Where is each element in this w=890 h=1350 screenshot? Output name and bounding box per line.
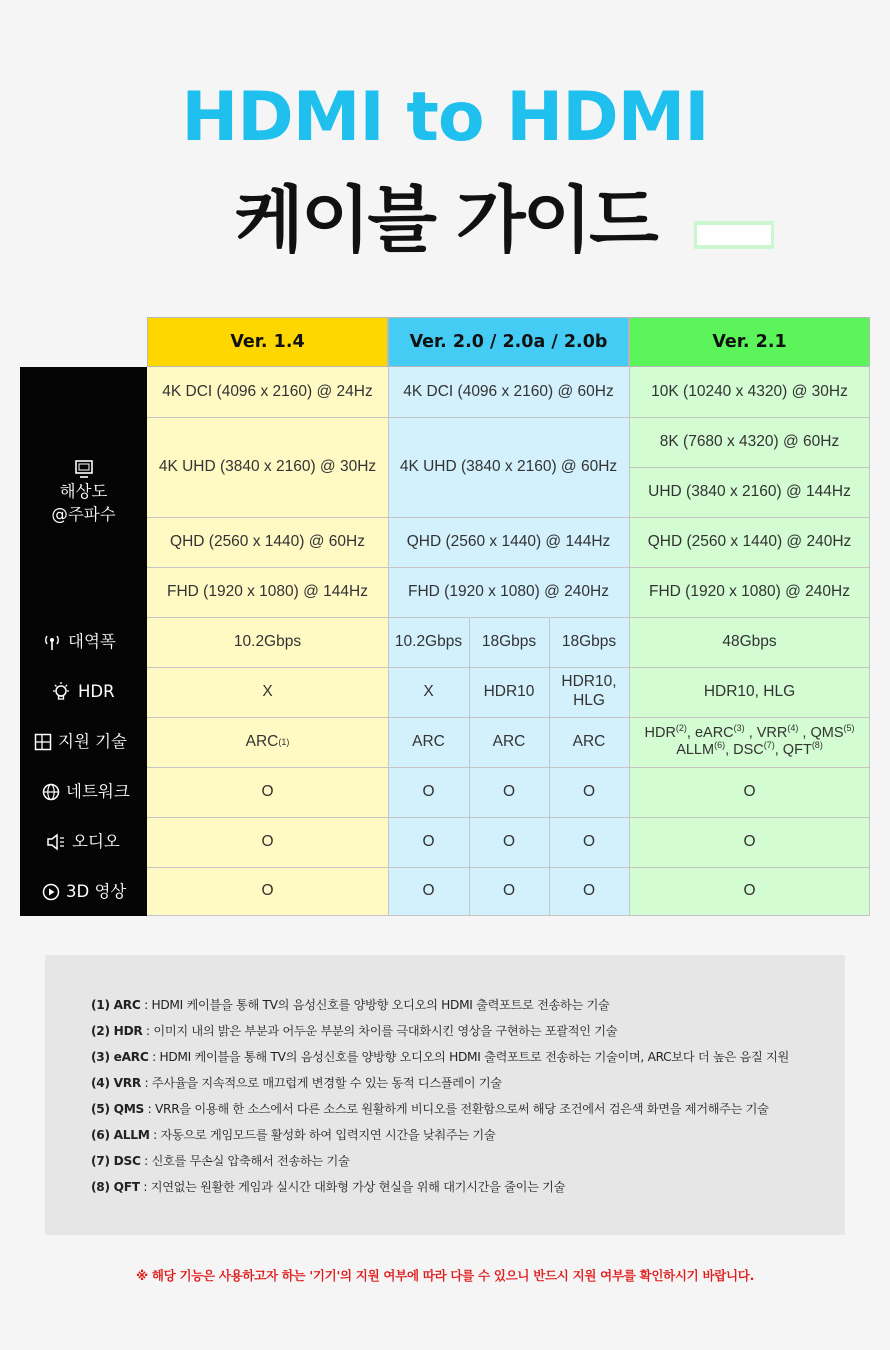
tech-v20b: ARC [572,732,606,750]
row-label-tech-text: 지원 기술 [58,732,128,752]
res-v20-r3: QHD (2560 x 1440) @ 144Hz [406,532,611,550]
res-v21-r4: FHD (1920 x 1080) @ 240Hz [649,582,850,600]
footnote-allm [91,1122,845,1148]
footnote-term: (8) QFT [91,1180,140,1194]
hdr-v20b-line1: HDR10, [561,673,617,691]
header-v14: Ver. 1.4 [147,317,388,367]
net-v20a: O [502,782,516,800]
3d-v20b: O [582,882,596,900]
3d-v20a: O [502,882,516,900]
res-v21-r2b: UHD (3840 x 2160) @ 144Hz [648,482,851,500]
footnote-hdr [91,1018,845,1044]
tech-v21-allm: ALLM [676,742,715,758]
res-v21-r1: 10K (10240 x 4320) @ 30Hz [651,382,848,400]
res-v20-r2: 4K UHD (3840 x 2160) @ 60Hz [399,457,618,475]
row-label-network [20,767,147,817]
hdr-v20b [549,667,629,717]
warning-text: ※ 해당 기능은 사용하고자 하는 '기기'의 지원 여부에 따라 다를 수 있으니 반드시 지원 여부를 확인하시기 바랍니다. [135,1268,755,1283]
layout-icon [34,733,52,751]
res-v20-r1: 4K DCI (4096 x 2160) @ 60Hz [403,382,614,400]
net-v20b: O [582,782,596,800]
audio-v20: O [422,832,435,850]
lightbulb-icon [50,681,72,703]
row-label-audio [20,817,147,867]
footnote-text: : 이미지 내의 밝은 부분과 어두운 부분의 차이를 극대화시킨 영상을 구현하는 포괄적인 기술 [142,1024,618,1038]
tech-v21-hdr: HDR [644,724,676,741]
footnote-text: : 주사율을 지속적으로 매끄럽게 변경할 수 있는 동적 디스플레이 기술 [140,1076,502,1090]
row-label-audio-text: 오디오 [72,832,120,852]
tech-v21-vrr-footnote: (4) [787,722,799,733]
speaker-icon [46,833,66,851]
footnote-text: : HDMI 케이블을 통해 TV의 음성신호를 양방향 오디오의 HDMI 출력포트로 전송하는 기술 [140,998,610,1012]
tech-v14: ARC (1) [245,732,290,750]
footnote-qms [91,1096,845,1122]
bw-v20a: 18Gbps [481,632,537,650]
row-label-network-text: 네트워크 [66,782,130,802]
res-v14-r1: 4K DCI (4096 x 2160) @ 24Hz [162,382,373,400]
footnote-qft [91,1174,845,1200]
signal-tower-icon [42,632,62,652]
footnote-term: (2) HDR [91,1024,143,1038]
tech-v21-earc-footnote: (3) [733,722,745,733]
footnote-term: (1) ARC [91,998,141,1012]
spec-table [20,317,870,916]
3d-v20: O [422,882,435,900]
header-v21: Ver. 2.1 [629,317,870,367]
tech-v20: ARC [412,732,445,750]
bw-v21: 48Gbps [722,632,777,650]
footnote-term: (5) QMS [91,1102,145,1116]
tech-v21-qms: , QMS [798,724,844,741]
res-v21-r2a: 8K (7680 x 4320) @ 60Hz [659,432,840,450]
net-v14: O [261,782,274,800]
bw-v14: 10.2Gbps [233,632,302,650]
row-label-hdr [20,667,147,717]
footnote-term: (3) eARC [91,1050,149,1064]
row-label-hdr-text: HDR [78,682,115,702]
res-v14-r3: QHD (2560 x 1440) @ 60Hz [170,532,365,550]
footnote-text: : 지연없는 원활한 게임과 실시간 대화형 가상 현실을 위해 대기시간을 줄이는 기술 [139,1180,566,1194]
row-label-bandwidth [20,617,147,667]
play-icon [42,883,60,901]
footnote-term: (4) VRR [91,1076,141,1090]
res-v21-r3: QHD (2560 x 1440) @ 240Hz [647,532,852,550]
title-decoration [694,221,774,249]
footnote-text: : 자동으로 게임모드를 활성화 하여 입력지연 시간을 낮춰주는 기술 [149,1128,496,1142]
net-v21: O [743,782,756,800]
tech-v21-line1 [644,722,855,742]
footnote-term: (7) DSC [91,1154,141,1168]
3d-v14: O [261,882,274,900]
monitor-icon [74,459,94,479]
title-hdmi: HDMI to HDMI [181,78,709,157]
row-label-3d-text: 3D 영상 [66,881,127,901]
bw-v20b: 18Gbps [561,632,617,650]
tech-v21-hdr-footnote: (2) [675,722,687,733]
hdr-v20: X [423,682,434,700]
title-cable-guide: 케이블 가이드 [234,178,656,262]
footnote-vrr [91,1070,845,1096]
tech-v21-qms-footnote: (5) [843,722,855,733]
row-label-resolution-line2: @주파수 [51,505,116,524]
audio-v21: O [743,832,756,850]
audio-v20b: O [582,832,596,850]
tech-v21-dsc: , DSC [725,742,764,758]
header-v20: Ver. 2.0 / 2.0a / 2.0b [388,317,629,367]
footnote-term: (6) ALLM [91,1128,150,1142]
row-label-bandwidth-text: 대역폭 [68,632,116,652]
row-label-resolution-line1: 해상도 [59,482,108,502]
audio-v14: O [261,832,274,850]
hdr-v21: HDR10, HLG [703,682,796,700]
3d-v21: O [743,882,756,900]
audio-v20a: O [502,832,516,850]
hdr-v14: X [262,682,273,700]
footnote-earc [91,1044,845,1070]
row-label-3d [20,867,147,916]
tech-v21 [629,717,870,767]
footnote-dsc [91,1148,845,1174]
hdr-v20b-line2: HLG [573,692,605,709]
footnote-text: : VRR을 이용해 한 소스에서 다른 소스로 원활하게 비디오를 전환함으로써 해당 조건에서 검은색 화면을 제거해주는 기술 [144,1102,769,1116]
globe-icon [42,783,60,801]
tech-v21-vrr: , VRR [744,724,788,741]
footnote-text: : 신호를 무손실 압축해서 전송하는 기술 [140,1154,350,1168]
tech-v21-dsc-footnote: (7) [763,740,775,751]
tech-v21-earc: , eARC [686,724,734,741]
hdr-v20a: HDR10 [483,682,535,700]
res-v20-r4: FHD (1920 x 1080) @ 240Hz [408,582,609,600]
bw-v20: 10.2Gbps [394,632,463,650]
footnote-text: : HDMI 케이블을 통해 TV의 음성신호를 양방향 오디오의 HDMI 출력포트로 전송하는 기술이며, ARC보다 더 높은 음질 지원 [148,1050,789,1064]
tech-v20a: ARC [492,732,526,750]
row-label-resolution [20,367,147,617]
tech-v21-qft-footnote: (8) [811,740,823,751]
tech-v21-allm-footnote: (6) [714,740,726,751]
tech-v14-text: ARC [245,732,279,750]
footnotes-box [45,955,845,1235]
tech-v21-line2 [676,742,823,759]
tech-v21-qft: , QFT [774,742,812,758]
res-v14-r4: FHD (1920 x 1080) @ 144Hz [167,582,368,600]
footnote-arc [91,992,845,1018]
row-label-tech [20,717,147,767]
net-v20: O [422,782,435,800]
res-v14-r2: 4K UHD (3840 x 2160) @ 30Hz [158,457,377,475]
